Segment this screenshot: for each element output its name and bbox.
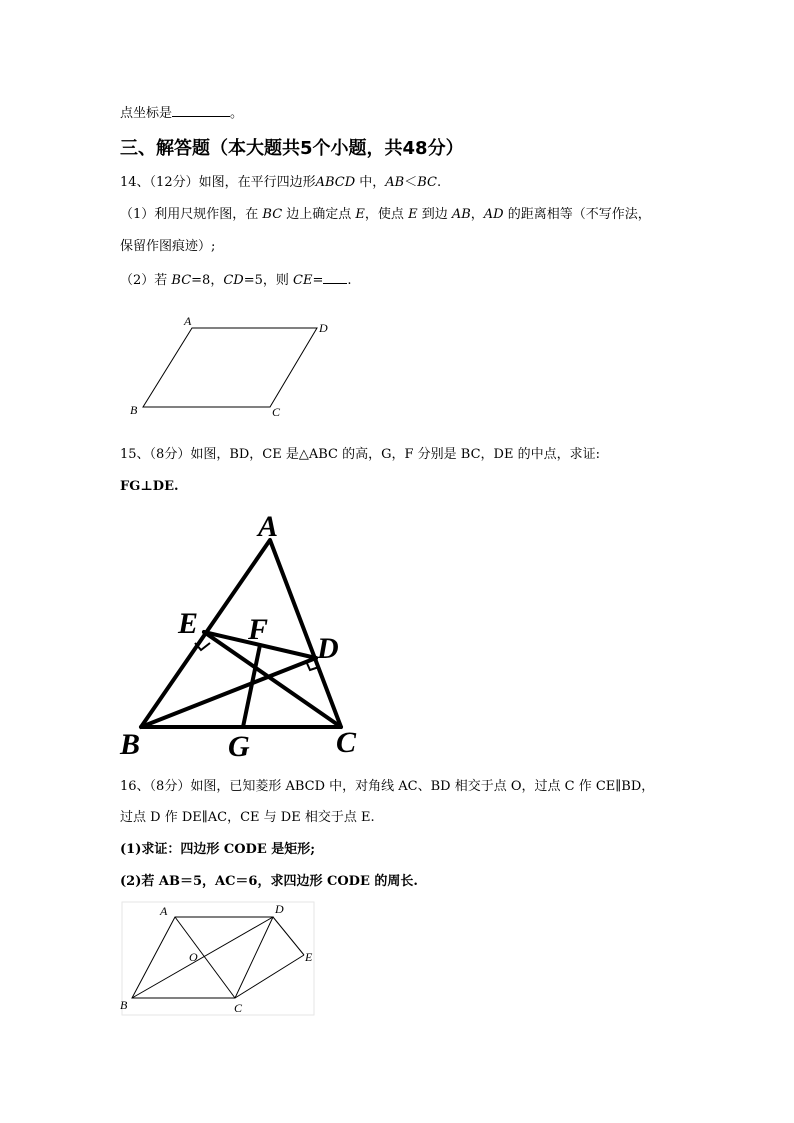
segment-ce bbox=[235, 955, 304, 998]
q14-ab: AB bbox=[385, 175, 405, 190]
q16-part2: (2)若 AB＝5，AC＝6，求四边形 CODE 的周长. bbox=[120, 874, 418, 889]
q14-part1-e3: 的距离相等（不写作法， bbox=[503, 207, 651, 222]
q14-part2-b: =8， bbox=[191, 273, 224, 288]
q14-prefix: 14、（12分）如图，在平行四边形 bbox=[120, 175, 316, 190]
q14-part1-a: （1）利用尺规作图，在 bbox=[120, 207, 263, 222]
q15-line1: 15、（8分）如图，BD，CE 是△ABC 的高，G，F 分别是 BC，DE 的中点，求证: bbox=[120, 447, 600, 462]
q14-part1-e: E bbox=[355, 207, 365, 222]
q14-mid: 中， bbox=[355, 175, 386, 190]
q14-part1-comma: ， bbox=[470, 207, 484, 222]
section-heading: 三、解答题（本大题共5个小题，共48分） bbox=[120, 138, 464, 159]
segment-de bbox=[273, 917, 304, 955]
q14-part1-b: 边上确定点 bbox=[282, 207, 356, 222]
parallelogram-abcd bbox=[143, 328, 317, 407]
top-fragment-line bbox=[120, 103, 243, 123]
q14-lt: ＜ bbox=[404, 175, 418, 190]
top-line-end: 。 bbox=[230, 106, 244, 121]
q14-part1-d: 到边 bbox=[417, 207, 452, 222]
q16-label-e: E bbox=[305, 950, 313, 964]
figure-frame bbox=[122, 902, 314, 1015]
q14-part1-ad: AD bbox=[483, 207, 504, 222]
right-angle-mark-d bbox=[306, 661, 319, 670]
q14-part2-a: （2）若 bbox=[120, 273, 172, 288]
q14-abcd: ABCD bbox=[315, 175, 356, 190]
altitude-bd bbox=[141, 658, 316, 727]
q15-label-a: A bbox=[258, 510, 279, 543]
diagonal-ac bbox=[175, 917, 235, 998]
rhombus-abcd bbox=[132, 917, 273, 998]
q15-label-f: F bbox=[248, 613, 269, 646]
q15-label-g: G bbox=[228, 730, 250, 763]
q14-part2-end: . bbox=[347, 273, 352, 288]
q15-label-d: D bbox=[317, 632, 339, 665]
q14-label-d: D bbox=[319, 321, 328, 335]
q14-part2-c: =5，则 bbox=[243, 273, 293, 288]
segment-fg bbox=[243, 645, 260, 727]
q14-part2-ce: CE bbox=[293, 273, 313, 288]
triangle-abc bbox=[141, 540, 341, 727]
answer-blank bbox=[172, 103, 230, 117]
q14-end: . bbox=[437, 175, 442, 190]
q14-label-c: C bbox=[272, 405, 281, 419]
q14-statement bbox=[120, 174, 441, 192]
q14-part1-e2: E bbox=[408, 207, 418, 222]
q16-label-o: O bbox=[189, 950, 198, 964]
q14-part2-cd: CD bbox=[223, 273, 244, 288]
q15-label-b: B bbox=[120, 728, 141, 761]
segment-ed bbox=[204, 632, 316, 658]
q14-part1 bbox=[120, 206, 651, 224]
q14-part2 bbox=[120, 270, 351, 290]
q16-line2: 过点 D 作 DE∥AC，CE 与 DE 相交于点 E. bbox=[120, 810, 375, 825]
q14-part2-bc: BC bbox=[171, 273, 192, 288]
q14-part1-line2: 保留作图痕迹）; bbox=[120, 239, 216, 254]
q14-bc: BC bbox=[417, 175, 438, 190]
q14-part1-ab: AB bbox=[451, 207, 471, 222]
q14-part1-bc: BC bbox=[262, 207, 283, 222]
q15-label-c: C bbox=[336, 726, 357, 759]
q15-label-e: E bbox=[178, 607, 199, 640]
q15-line2: FG⊥DE. bbox=[120, 479, 179, 494]
q14-answer-blank bbox=[323, 270, 347, 284]
q14-label-a: A bbox=[184, 314, 192, 328]
q14-part2-d: = bbox=[312, 273, 324, 288]
altitude-ce bbox=[204, 632, 341, 727]
q14-label-b: B bbox=[130, 403, 138, 417]
q16-label-c: C bbox=[234, 1001, 243, 1015]
right-angle-mark-e bbox=[195, 643, 210, 650]
diagonal-bd bbox=[132, 917, 273, 998]
q16-part1: (1)求证：四边形 CODE 是矩形; bbox=[120, 842, 316, 857]
q16-label-b: B bbox=[120, 998, 128, 1012]
q14-part1-c: ，使点 bbox=[364, 207, 409, 222]
q16-label-d: D bbox=[275, 902, 284, 916]
q16-line1: 16、（8分）如图，已知菱形 ABCD 中，对角线 AC、BD 相交于点 O，过点 C 作 CE∥BD， bbox=[120, 779, 655, 794]
top-line-text: 点坐标是 bbox=[120, 106, 173, 121]
q16-label-a: A bbox=[160, 904, 168, 918]
